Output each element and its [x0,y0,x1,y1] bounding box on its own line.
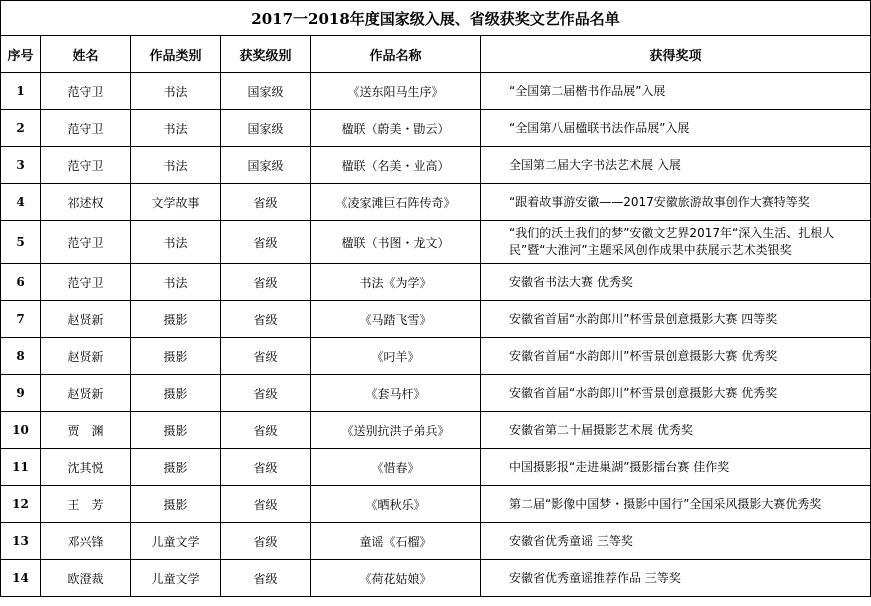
name-cell: 范守卫 [41,110,131,147]
row-number: 10 [1,412,41,449]
header-name: 姓名 [41,36,131,73]
name-cell: 邓兴锋 [41,523,131,560]
table-row [1,147,871,184]
work-cell: 《送别抗洪子弟兵》 [311,412,481,449]
category-cell: 摄影 [131,338,221,375]
category-cell: 摄影 [131,412,221,449]
row-number: 9 [1,375,41,412]
award-cell: “跟着故事游安徽——2017安徽旅游故事创作大赛特等奖 [481,184,871,221]
table-row [1,73,871,110]
name-cell: 赵贤新 [41,338,131,375]
header-no: 序号 [1,36,41,73]
award-cell: 安徽省首届“水韵郎川”杯雪景创意摄影大赛 优秀奖 [481,338,871,375]
award-cell: “全国第八届楹联书法作品展”入展 [481,110,871,147]
work-cell: 《惜春》 [311,449,481,486]
table-row [1,560,871,597]
award-cell: 安徽省第二十届摄影艺术展 优秀奖 [481,412,871,449]
work-cell: 楹联（名美・业高） [311,147,481,184]
level-cell: 省级 [221,560,311,597]
row-number: 11 [1,449,41,486]
category-cell: 书法 [131,110,221,147]
work-cell: 《叼羊》 [311,338,481,375]
award-cell: 全国第二届大字书法艺术展 入展 [481,147,871,184]
award-cell: 中国摄影报“走进巢湖”摄影擂台赛 佳作奖 [481,449,871,486]
level-cell: 省级 [221,264,311,301]
level-cell: 省级 [221,301,311,338]
level-cell: 省级 [221,375,311,412]
work-cell: 《套马杆》 [311,375,481,412]
row-number: 14 [1,560,41,597]
name-cell: 欧澄裁 [41,560,131,597]
table-row [1,110,871,147]
table-row [1,412,871,449]
name-cell: 范守卫 [41,147,131,184]
level-cell: 国家级 [221,73,311,110]
category-cell: 儿童文学 [131,560,221,597]
work-cell: 《凌家滩巨石阵传奇》 [311,184,481,221]
award-cell: 安徽省书法大赛 优秀奖 [481,264,871,301]
level-cell: 省级 [221,221,311,264]
level-cell: 省级 [221,338,311,375]
table-row [1,486,871,523]
level-cell: 省级 [221,449,311,486]
name-cell: 赵贤新 [41,301,131,338]
table-row [1,338,871,375]
header-award: 获得奖项 [481,36,871,73]
table-row [1,221,871,264]
table-row [1,301,871,338]
row-number: 2 [1,110,41,147]
table-row [1,184,871,221]
row-number: 1 [1,73,41,110]
award-cell: 安徽省首届“水韵郎川”杯雪景创意摄影大赛 四等奖 [481,301,871,338]
level-cell: 省级 [221,412,311,449]
work-cell: 童谣《石榴》 [311,523,481,560]
row-number: 5 [1,221,41,264]
header-level: 获奖级别 [221,36,311,73]
header-work: 作品名称 [311,36,481,73]
category-cell: 儿童文学 [131,523,221,560]
table-row [1,523,871,560]
row-number: 8 [1,338,41,375]
header-row [1,36,871,73]
name-cell: 范守卫 [41,73,131,110]
work-cell: 楹联（蔚美・勖云） [311,110,481,147]
award-cell: 第二届“影像中国梦・摄影中国行”全国采风摄影大赛优秀奖 [481,486,871,523]
category-cell: 书法 [131,73,221,110]
category-cell: 文学故事 [131,184,221,221]
award-cell: “全国第二届楷书作品展”入展 [481,73,871,110]
header-category: 作品类别 [131,36,221,73]
name-cell: 王 芳 [41,486,131,523]
row-number: 12 [1,486,41,523]
name-cell: 贾 渊 [41,412,131,449]
work-cell: 《马踏飞雪》 [311,301,481,338]
level-cell: 省级 [221,184,311,221]
name-cell: 范守卫 [41,221,131,264]
level-cell: 省级 [221,486,311,523]
level-cell: 国家级 [221,110,311,147]
category-cell: 摄影 [131,449,221,486]
table-row [1,449,871,486]
work-cell: 《荷花姑娘》 [311,560,481,597]
row-number: 13 [1,523,41,560]
work-cell: 《送东阳马生序》 [311,73,481,110]
category-cell: 书法 [131,147,221,184]
work-cell: 楹联（书图・龙文） [311,221,481,264]
table-row [1,375,871,412]
name-cell: 赵贤新 [41,375,131,412]
name-cell: 范守卫 [41,264,131,301]
name-cell: 沈其悦 [41,449,131,486]
category-cell: 摄影 [131,486,221,523]
level-cell: 国家级 [221,147,311,184]
award-cell: 安徽省优秀童谣 三等奖 [481,523,871,560]
work-cell: 《晒秋乐》 [311,486,481,523]
name-cell: 祁述权 [41,184,131,221]
table-title: 2017一2018年度国家级入展、省级获奖文艺作品名单 [1,1,871,36]
category-cell: 书法 [131,264,221,301]
row-number: 6 [1,264,41,301]
row-number: 4 [1,184,41,221]
category-cell: 书法 [131,221,221,264]
work-cell: 书法《为学》 [311,264,481,301]
row-number: 7 [1,301,41,338]
category-cell: 摄影 [131,375,221,412]
level-cell: 省级 [221,523,311,560]
award-cell: 安徽省首届“水韵郎川”杯雪景创意摄影大赛 优秀奖 [481,375,871,412]
award-cell: “我们的沃土我们的梦”安徽文艺界2017年“深入生活、扎根人民”暨“大淮河”主题采风创作成果中获展示艺术类银奖 [481,221,871,264]
row-number: 3 [1,147,41,184]
award-cell: 安徽省优秀童谣推荐作品 三等奖 [481,560,871,597]
title-row [1,1,871,36]
table-row [1,264,871,301]
category-cell: 摄影 [131,301,221,338]
